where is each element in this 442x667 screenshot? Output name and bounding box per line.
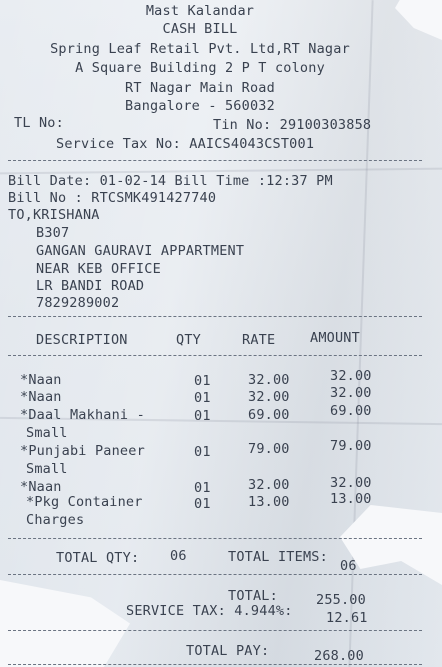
item-rate: 32.00 bbox=[248, 477, 290, 493]
item-description: *Daal Makhani - bbox=[20, 407, 145, 423]
item-description-cont: Small bbox=[26, 425, 68, 441]
divider bbox=[8, 630, 422, 631]
bill-type: CASH BILL bbox=[162, 21, 238, 37]
total-pay-value: 268.00 bbox=[314, 648, 364, 664]
item-amount: 32.00 bbox=[330, 385, 372, 401]
customer-name: TO,KRISHANA bbox=[8, 207, 100, 223]
service-tax-label: SERVICE TAX: 4.944%: bbox=[126, 603, 293, 619]
service-tax-value: 12.61 bbox=[326, 610, 368, 626]
item-qty: 01 bbox=[194, 444, 211, 460]
item-description: *Naan bbox=[20, 372, 62, 388]
item-rate: 69.00 bbox=[248, 407, 290, 423]
item-description: *Punjabi Paneer bbox=[20, 443, 145, 459]
col-amount: AMOUNT bbox=[310, 330, 360, 346]
address-line-1: A Square Building 2 P T colony bbox=[75, 60, 325, 76]
item-qty: 01 bbox=[194, 480, 211, 496]
item-qty: 01 bbox=[194, 373, 211, 389]
item-description-cont: Charges bbox=[26, 512, 85, 528]
bill-date-time: Bill Date: 01-02-14 Bill Time :12:37 PM bbox=[8, 173, 333, 189]
tin-number: Tin No: 29100303858 bbox=[213, 117, 372, 133]
col-qty: QTY bbox=[176, 332, 201, 348]
customer-address-line: LR BANDI ROAD bbox=[36, 278, 145, 294]
item-rate: 32.00 bbox=[248, 389, 290, 405]
divider bbox=[8, 574, 422, 575]
item-amount: 69.00 bbox=[330, 403, 372, 419]
item-rate: 79.00 bbox=[248, 441, 290, 457]
customer-address-line: NEAR KEB OFFICE bbox=[36, 261, 161, 277]
total-items-value: 06 bbox=[340, 558, 357, 574]
divider bbox=[8, 538, 422, 539]
torn-paper-top-right bbox=[395, 0, 442, 40]
total-items-label: TOTAL ITEMS: bbox=[228, 549, 328, 565]
total-pay-label: TOTAL PAY: bbox=[186, 643, 270, 659]
item-description: *Pkg Container bbox=[26, 494, 143, 510]
total-qty-label: TOTAL QTY: bbox=[56, 550, 140, 566]
item-description-cont: Small bbox=[26, 461, 68, 477]
divider bbox=[8, 160, 422, 161]
item-qty: 01 bbox=[194, 390, 211, 406]
divider bbox=[8, 355, 422, 356]
torn-paper-bottom-left bbox=[0, 580, 130, 667]
divider bbox=[8, 664, 422, 665]
city-line: Bangalore - 560032 bbox=[125, 98, 275, 114]
total-label: TOTAL: bbox=[228, 588, 278, 604]
item-amount: 13.00 bbox=[330, 491, 372, 507]
customer-address-line: GANGAN GAURAVI APPARTMENT bbox=[36, 243, 245, 259]
total-qty-value: 06 bbox=[170, 548, 187, 564]
total-value: 255.00 bbox=[316, 592, 366, 608]
tl-number: TL No: bbox=[14, 115, 64, 131]
col-description: DESCRIPTION bbox=[36, 332, 128, 348]
service-tax-number: Service Tax No: AAICS4043CST001 bbox=[56, 136, 315, 152]
item-qty: 01 bbox=[194, 496, 211, 512]
item-amount: 79.00 bbox=[330, 438, 372, 454]
customer-phone: 7829289002 bbox=[36, 295, 120, 311]
item-rate: 32.00 bbox=[248, 372, 290, 388]
divider bbox=[8, 316, 422, 317]
item-qty: 01 bbox=[194, 408, 211, 424]
address-line-2: RT Nagar Main Road bbox=[125, 80, 275, 96]
shop-name: Mast Kalandar bbox=[145, 3, 255, 19]
customer-address-line: B307 bbox=[36, 225, 70, 241]
item-amount: 32.00 bbox=[330, 368, 372, 384]
col-rate: RATE bbox=[242, 332, 276, 348]
item-description: *Naan bbox=[20, 389, 62, 405]
bill-number: Bill No : RTCSMK491427740 bbox=[8, 190, 217, 206]
company-name: Spring Leaf Retail Pvt. Ltd,RT Nagar bbox=[50, 41, 350, 57]
item-amount: 32.00 bbox=[330, 475, 372, 491]
item-description: *Naan bbox=[20, 479, 62, 495]
item-rate: 13.00 bbox=[248, 494, 290, 510]
